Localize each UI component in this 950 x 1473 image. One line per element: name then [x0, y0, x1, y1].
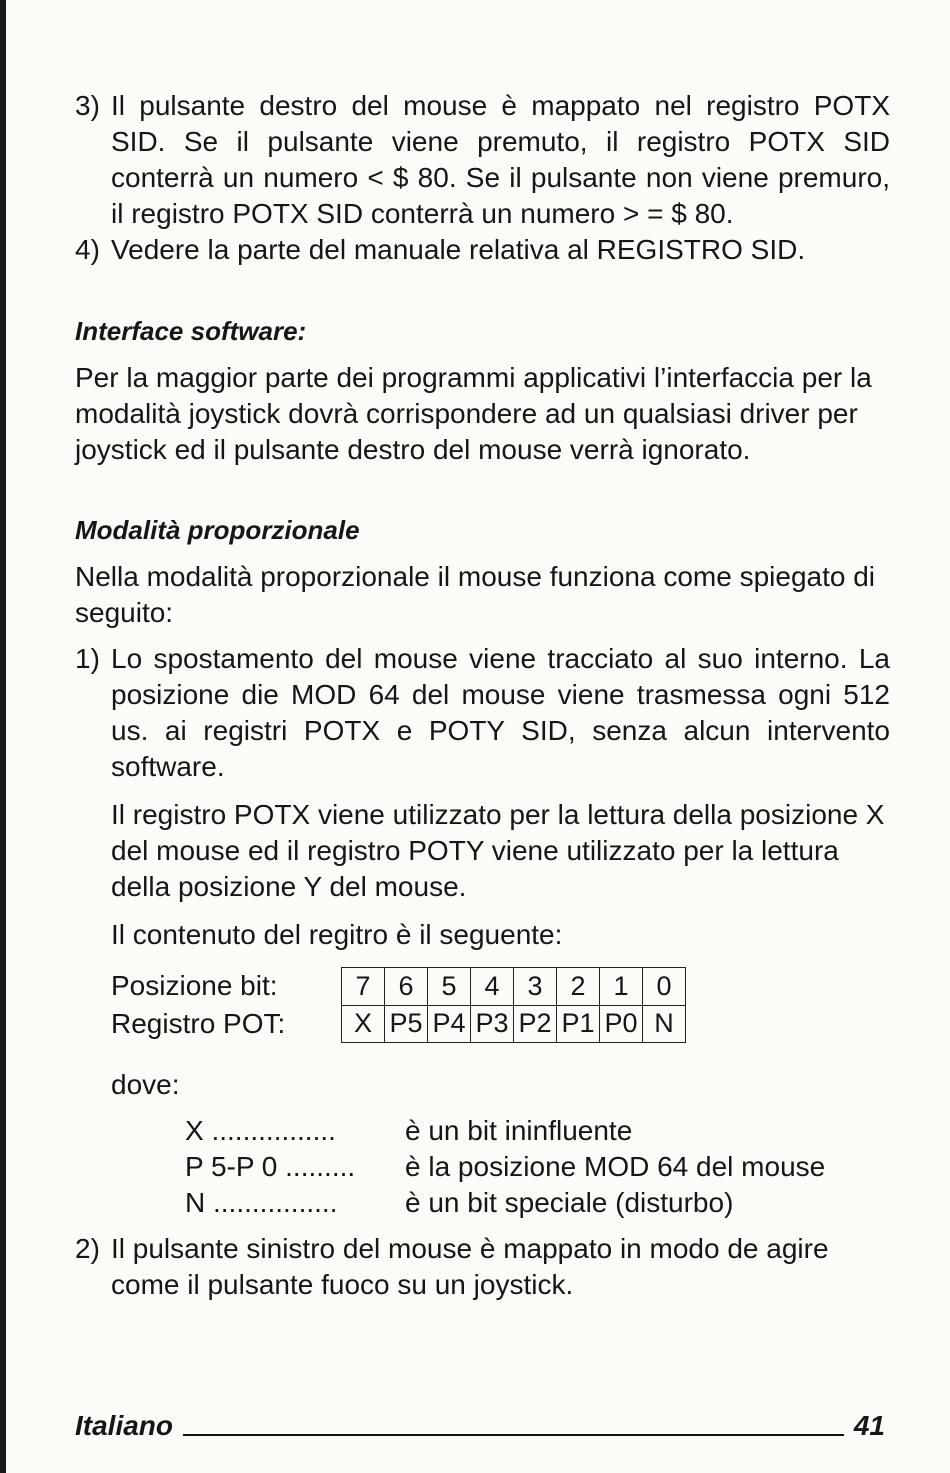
legend-value: è un bit ininfluente	[405, 1115, 633, 1146]
footer-rule	[183, 1434, 844, 1436]
table-cell: P5	[385, 1005, 428, 1043]
table-cell: 4	[471, 968, 514, 1006]
list-text: Lo spostamento del mouse viene tracciato al suo interno. La posizione die MOD 64 del mouse viene trasmessa ogni 512 us. ai registri POTX e POTY SID, senza alcun intervento software.	[111, 643, 890, 782]
table-cell: X	[342, 1005, 385, 1043]
table-cell: P4	[428, 1005, 471, 1043]
list-text: Il pulsante destro del mouse è mappato nel registro POTX SID. Se il pulsante viene premuto, il registro POTX SID conterrà un numero < $ 80. Se il pulsante non viene premuro, il registro POTX SID conterrà un numero > = $ 80.	[111, 90, 890, 229]
table-cell: 2	[557, 968, 600, 1006]
legend-value: è un bit speciale (disturbo)	[405, 1187, 734, 1218]
page-footer	[75, 1402, 885, 1442]
table-cell: P1	[557, 1005, 600, 1043]
page-edge-shadow	[0, 0, 6, 1473]
potx-paragraph: Il registro POTX viene utilizzato per la lettura della posizione X del mouse ed il registro POTY viene utilizzato per la lettura della posizione Y del mouse.	[111, 799, 885, 902]
table-cell: P3	[471, 1005, 514, 1043]
list-text: Vedere la parte del manuale relativa al REGISTRO SID.	[111, 234, 806, 265]
where-label: dove:	[111, 1069, 180, 1100]
legend-value: è la posizione MOD 64 del mouse	[405, 1151, 826, 1182]
pot-register-row	[342, 1005, 686, 1043]
page-content	[75, 88, 890, 1303]
bit-table	[341, 967, 686, 1043]
list-item-2	[75, 1231, 890, 1303]
table-cell: 3	[514, 968, 557, 1006]
table-cell: 5	[428, 968, 471, 1006]
list-item-4	[75, 232, 890, 268]
legend-key: N ................	[185, 1187, 338, 1218]
list-text: Il pulsante sinistro del mouse è mappato in modo de agire come il pulsante fuoco su un joystick.	[111, 1233, 829, 1300]
legend-row	[185, 1113, 890, 1149]
proportional-intro: Nella modalità proporzionale il mouse funziona come spiegato di seguito:	[75, 561, 876, 628]
list-number: 1)	[75, 643, 100, 674]
list-number: 4)	[75, 234, 100, 265]
legend-key: X ................	[185, 1115, 336, 1146]
table-cell: N	[643, 1005, 686, 1043]
legend-key: P 5-P 0 .........	[185, 1151, 356, 1182]
heading-interface-software: Interface software:	[75, 316, 307, 346]
legend-row	[185, 1149, 890, 1185]
table-cell: 0	[643, 968, 686, 1006]
list-item-1	[75, 641, 890, 785]
list-number: 2)	[75, 1233, 100, 1264]
interface-body: Per la maggior parte dei programmi applicativi l’interfaccia per la modalità joystick dovrà corrispondere ad un qualsiasi driver per joystick ed il pulsante destro del mouse verrà ignorato.	[75, 362, 872, 465]
register-table	[111, 967, 890, 1043]
page-number: 41	[853, 1410, 885, 1441]
list-number: 3)	[75, 90, 100, 121]
table-cell: P2	[514, 1005, 557, 1043]
table-cell: 1	[600, 968, 643, 1006]
pot-register-label: Registro POT:	[111, 1008, 286, 1039]
table-cell: P0	[600, 1005, 643, 1043]
table-cell: 6	[385, 968, 428, 1006]
list-item-3	[75, 88, 890, 232]
bit-legend	[185, 1113, 890, 1221]
bit-position-row	[342, 968, 686, 1006]
table-cell: 7	[342, 968, 385, 1006]
footer-language: Italiano	[75, 1410, 174, 1441]
heading-proportional-mode: Modalità proporzionale	[75, 515, 360, 545]
legend-row	[185, 1185, 890, 1221]
bit-position-label: Posizione bit:	[111, 970, 278, 1001]
register-content-paragraph: Il contenuto del regitro è il seguente:	[111, 919, 563, 950]
